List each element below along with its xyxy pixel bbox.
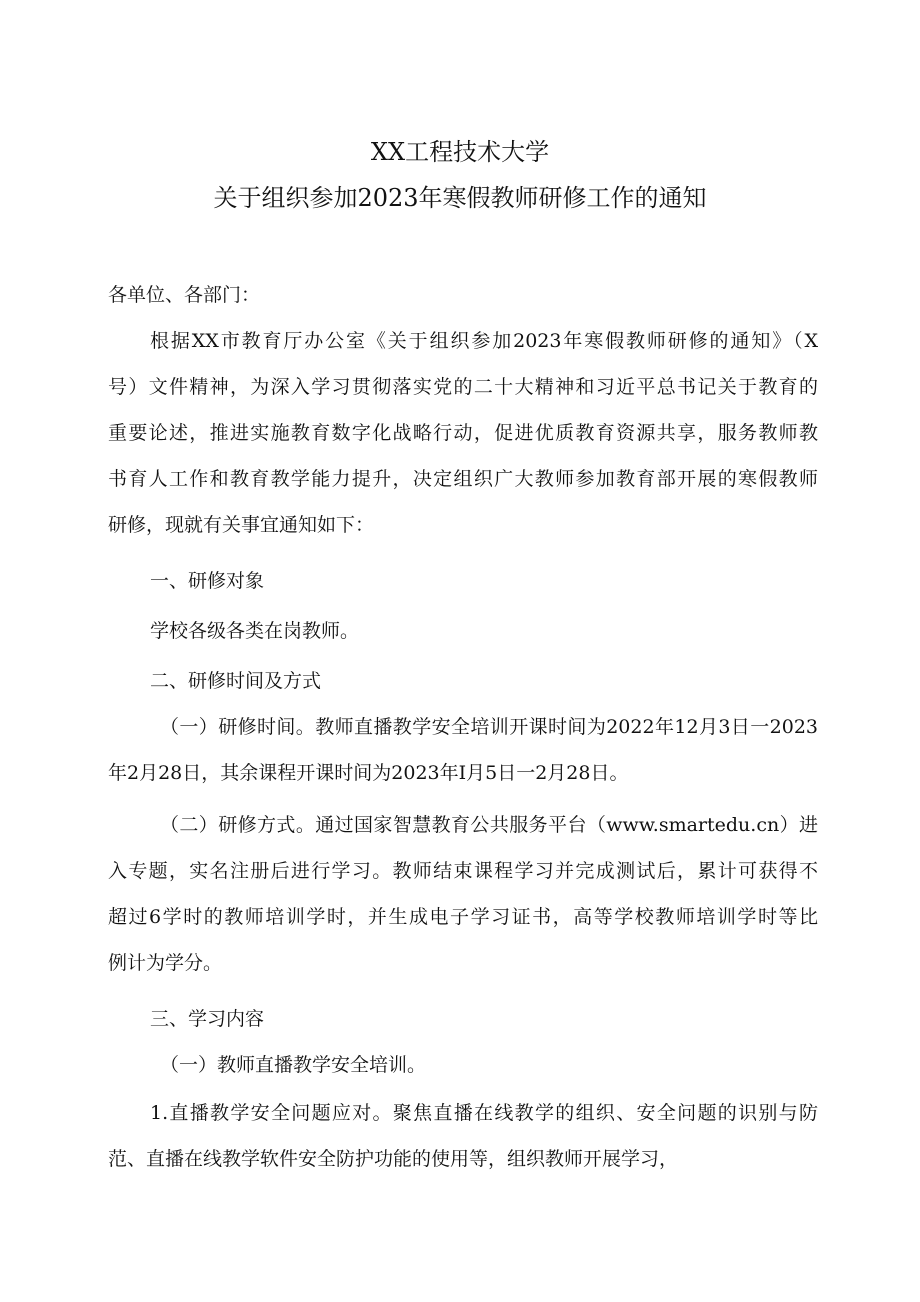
paragraph-line: （一）研修时间。教师直播教学安全培训开课时间为2022年12月3日一2023 bbox=[160, 716, 818, 738]
paragraph-line: 1.直播教学安全问题应对。聚焦直播在线教学的组织、安全问题的识别与防 bbox=[150, 1102, 818, 1124]
paragraph-line: 例计为学分。 bbox=[108, 952, 223, 974]
sub-heading: （一）教师直播教学安全培训。 bbox=[160, 1054, 427, 1076]
notice-title: 关于组织参加2023年寒假教师研修工作的通知 bbox=[213, 184, 707, 212]
section-heading: 二、研修时间及方式 bbox=[150, 670, 322, 692]
paragraph-line: 书育人工作和教育教学能力提升，决定组织广大教师参加教育部开展的寒假教师 bbox=[108, 468, 818, 490]
paragraph-line: 入专题，实名注册后进行学习。教师结束课程学习并完成测试后，累计可获得不 bbox=[108, 860, 818, 882]
paragraph-line: 超过6学时的教师培训学时，并生成电子学习证书，高等学校教师培训学时等比 bbox=[108, 906, 818, 928]
paragraph-line: （二）研修方式。通过国家智慧教育公共服务平台（www.smartedu.cn）进 bbox=[160, 814, 818, 836]
paragraph-line: 年2月28日，其余课程开课时间为2023年I月5日一2月28日。 bbox=[108, 762, 629, 784]
section-heading: 一、研修对象 bbox=[150, 570, 265, 592]
paragraph-line: 根据XX市教育厅办公室《关于组织参加2023年寒假教师研修的通知》（X bbox=[150, 330, 818, 352]
paragraph-line: 范、直播在线教学软件安全防护功能的使用等，组织教师开展学习， bbox=[108, 1148, 679, 1170]
section-heading: 三、学习内容 bbox=[150, 1008, 265, 1030]
paragraph-line: 研修，现就有关事宜通知如下： bbox=[108, 514, 375, 536]
section-text: 学校各级各类在岗教师。 bbox=[150, 620, 360, 642]
university-name: XX工程技术大学 bbox=[370, 138, 550, 166]
paragraph-line: 号）文件精神，为深入学习贯彻落实党的二十大精神和习近平总书记关于教育的 bbox=[108, 376, 818, 398]
paragraph-line: 重要论述，推进实施教育数字化战略行动，促进优质教育资源共享，服务教师教 bbox=[108, 422, 818, 444]
salutation: 各单位、各部门： bbox=[108, 284, 261, 306]
